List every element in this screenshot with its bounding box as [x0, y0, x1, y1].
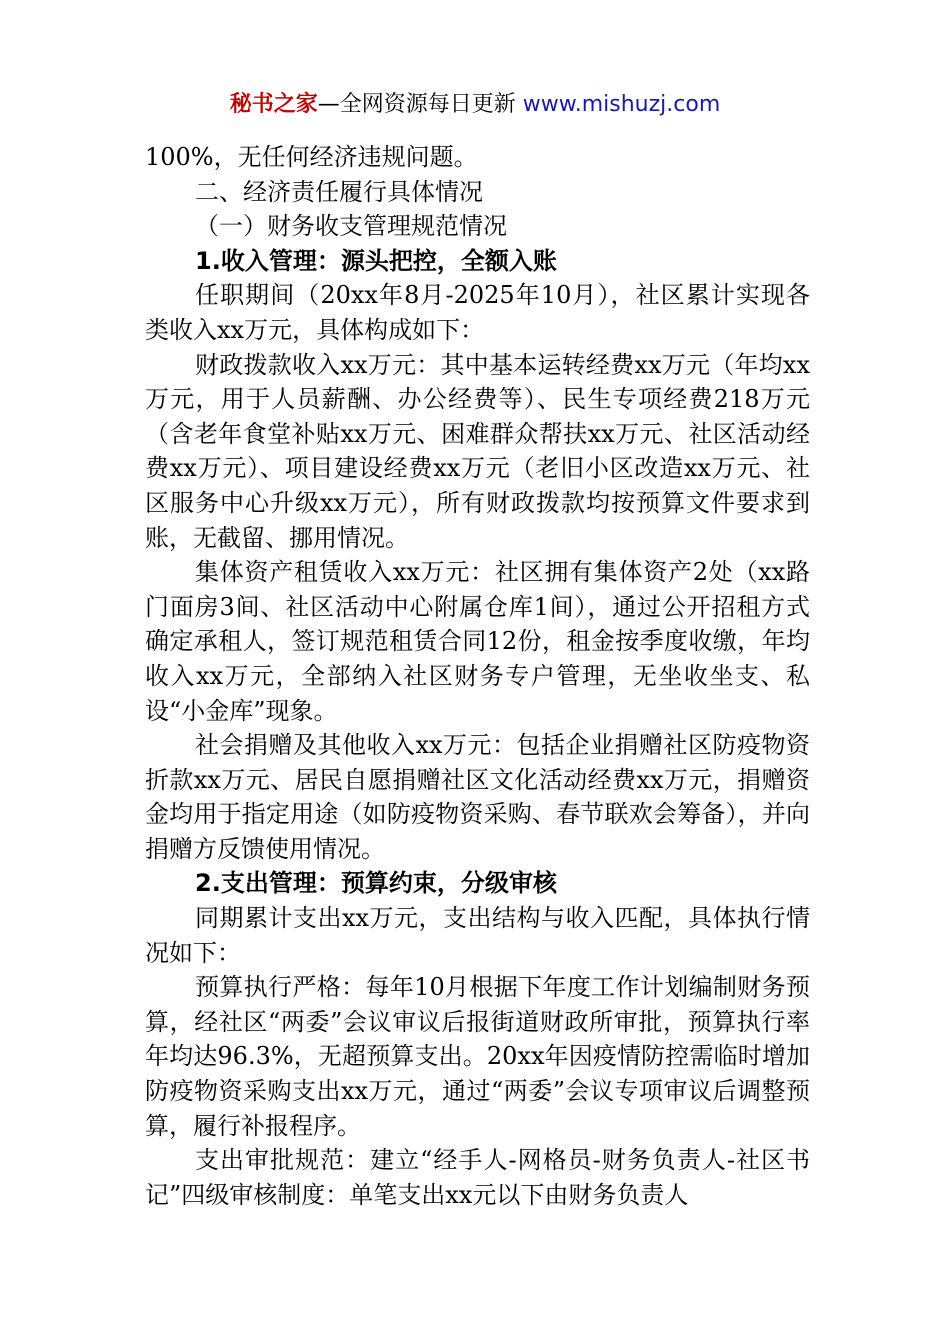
document-body: [145, 140, 810, 1212]
body-paragraph: 集体资产租赁收入xx万元：社区拥有集体资产2处（xx路门面房3间、社区活动中心附属仓库1间），通过公开招租方式确定承租人，签订规范租赁合同12份，租金按季度收缴，年均收入xx万元，全部纳入社区财务专户管理，无坐收坐支、私设“小金库”现象。: [145, 558, 810, 725]
body-paragraph: （一）财务收支管理规范情况: [195, 212, 507, 241]
header-brand: 秘书之家: [229, 92, 318, 117]
header-tagline: —全网资源每日更新: [317, 92, 523, 117]
body-paragraph: 预算执行严格：每年10月根据下年度工作计划编制财务预算，经社区“两委”会议审议后报街道财政所审批，预算执行率年均达96.3%，无超预算支出。20xx年因疫情防控需临时增加防疫物资采购支出xx万元，通过“两委”会议专项审议后调整预算，履行补报程序。: [145, 973, 810, 1140]
body-paragraph: 二、经济责任履行具体情况: [195, 177, 483, 206]
header-url-link[interactable]: www.mishuzj.com: [522, 92, 721, 117]
body-paragraph: 100%，无任何经济违规问题。: [145, 143, 478, 171]
body-paragraph: 支出审批规范：建立“经手人-网格员-财务负责人-社区书记”四级审核制度：单笔支出xx元以下由财务负责人: [145, 1146, 810, 1209]
body-paragraph: 财政拨款收入xx万元：其中基本运转经费xx万元（年均xx万元，用于人员薪酬、办公经费等）、民生专项经费218万元（含老年食堂补贴xx万元、困难群众帮扶xx万元、社区活动经费xx万元）、项目建设经费xx万元（老旧小区改造xx万元、社区服务中心升级xx万元），所有财政拨款均按预算文件要求到账，无截留、挪用情况。: [145, 350, 810, 552]
page-header: [0, 89, 950, 121]
section-heading: 1.收入管理：源头把控，全额入账: [195, 246, 557, 275]
section-heading: 2.支出管理：预算约束，分级审核: [195, 869, 557, 898]
body-paragraph: 社会捐赠及其他收入xx万元：包括企业捐赠社区防疫物资折款xx万元、居民自愿捐赠社区文化活动经费xx万元，捐赠资金均用于指定用途（如防疫物资采购、春节联欢会筹备），并向捐赠方反馈使用情况。: [145, 731, 810, 863]
body-paragraph: 任职期间（20xx年8月-2025年10月），社区累计实现各类收入xx万元，具体构成如下：: [145, 281, 810, 344]
body-paragraph: 同期累计支出xx万元，支出结构与收入匹配，具体执行情况如下：: [145, 904, 810, 967]
